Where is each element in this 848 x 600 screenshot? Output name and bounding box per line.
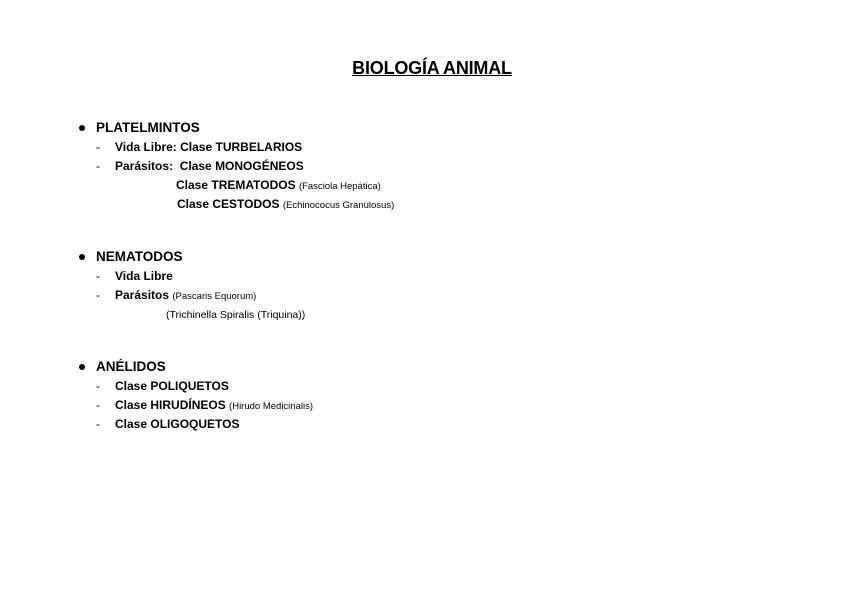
section-heading — [78, 247, 305, 267]
list-item-continuation — [78, 176, 394, 195]
section-nematodos — [78, 247, 305, 324]
bullet-icon — [79, 125, 85, 131]
bullet-icon — [79, 254, 85, 260]
item-note: (Hirudo Medicinalis) — [229, 401, 313, 412]
list-item-continuation — [78, 305, 305, 324]
dash-marker: - — [96, 159, 100, 173]
item-text: Vida Libre: Clase — [115, 140, 216, 154]
item-text: Vida Libre — [115, 269, 173, 283]
dash-marker: - — [96, 417, 100, 431]
item-bold: MONOGÉNEOS — [215, 159, 304, 173]
item-bold: TURBELARIOS — [215, 140, 303, 154]
item-bold: OLIGOQUETOS — [150, 417, 240, 431]
item-text: Clase — [115, 379, 151, 393]
list-item — [78, 415, 313, 434]
section-anelidos — [78, 357, 313, 434]
item-text: Clase — [115, 398, 151, 412]
dash-marker: - — [96, 140, 100, 154]
list-item — [78, 267, 305, 286]
item-text: Clase — [176, 178, 212, 192]
section-platelmintos — [78, 118, 394, 214]
item-text: Parásitos: Clase — [115, 159, 216, 173]
dash-marker: - — [96, 379, 100, 393]
item-bold: CESTODOS — [212, 197, 280, 211]
item-bold: TREMATODOS — [211, 178, 296, 192]
dash-marker: - — [96, 398, 100, 412]
list-item-continuation — [78, 195, 394, 214]
list-item — [78, 157, 394, 176]
item-bold: POLIQUETOS — [150, 379, 229, 393]
item-note: (Pascaris Equorum) — [172, 291, 257, 302]
dash-marker: - — [96, 288, 100, 302]
page-title: BIOLOGÍA ANIMAL — [352, 58, 512, 78]
section-heading — [78, 357, 313, 377]
item-note: (Fasciola Hepática) — [298, 181, 381, 192]
item-bold: HIRUDÍNEOS — [150, 398, 226, 412]
item-text: Clase — [115, 417, 151, 431]
bullet-icon — [79, 364, 85, 370]
section-heading — [78, 118, 394, 138]
dash-marker: - — [96, 269, 100, 283]
section-heading-label: ANÉLIDOS — [96, 359, 166, 374]
list-item — [78, 286, 305, 305]
item-note: (Echinococus Granulosus) — [282, 200, 395, 211]
list-item — [78, 377, 313, 396]
list-item — [78, 396, 313, 415]
item-text: Parásitos — [115, 288, 170, 302]
section-heading-label: PLATELMINTOS — [96, 120, 200, 135]
list-item — [78, 138, 394, 157]
item-note: (Trichinella Spiralis (Triquina)) — [166, 309, 306, 321]
section-heading-label: NEMATODOS — [96, 249, 183, 264]
item-text: Clase — [177, 197, 213, 211]
